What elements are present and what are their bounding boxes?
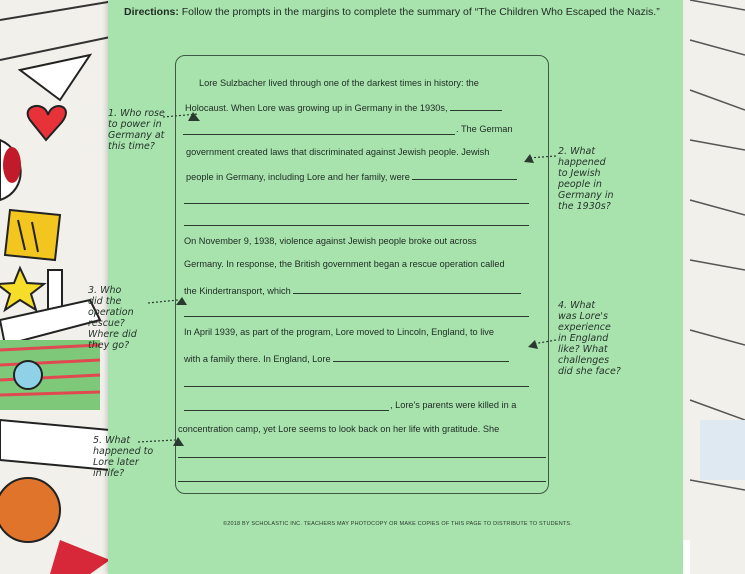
prompt-2: 2. What happened to Jewish people in Germany in the 1930s?	[558, 146, 614, 212]
summary-line-7: Germany. In response, the British government began a rescue operation called	[184, 259, 505, 269]
summary-line-12: concentration camp, yet Lore seems to look back on her life with gratitude. She	[178, 424, 500, 434]
summary-line-8-text: the Kindertransport, which	[184, 286, 291, 296]
arrowhead-3	[176, 297, 187, 305]
summary-line-9: In April 1939, as part of the program, Lore moved to Lincoln, England, to live	[184, 327, 495, 337]
prompt-5: 5. What happened to Lore later in life?	[93, 435, 154, 479]
prompt-3: 3. Who did the operation rescue? Where did they go?	[88, 285, 137, 351]
prompt-1: 1. Who rose to power in Germany at this time?	[108, 108, 165, 152]
arrowhead-5	[173, 437, 184, 446]
arrow-5	[138, 440, 175, 442]
arrow-2	[528, 156, 556, 158]
summary-line-2-text: Holocaust. When Lore was growing up in Germany in the 1930s,	[185, 103, 448, 113]
summary-line-3: . The German	[456, 124, 513, 134]
summary-line-5-text: people in Germany, including Lore and her family, were	[186, 172, 410, 182]
summary-line-1: Lore Sulzbacher lived through one of the darkest times in history: the	[199, 78, 479, 88]
arrow-4	[533, 340, 556, 344]
prompt-4: 4. What was Lore's experience in England like? What challenges did she face?	[558, 300, 621, 377]
arrowhead-1	[188, 112, 200, 121]
summary-line-10-text: with a family there. In England, Lore	[184, 354, 331, 364]
arrow-3	[148, 300, 178, 303]
directions-text: Follow the prompts in the margins to complete the summary of “The Children Who Escaped the Nazis.”	[181, 6, 660, 18]
copyright-notice: ©2018 BY SCHOLASTIC INC. TEACHERS MAY PHOTOCOPY OR MAKE COPIES OF THIS PAGE TO DISTRIBUTE TO STUDENTS.	[223, 521, 573, 527]
arrowhead-2	[524, 154, 534, 163]
summary-line-6: On November 9, 1938, violence against Jewish people broke out across	[184, 236, 477, 246]
arrowhead-4	[528, 340, 538, 349]
summary-line-4: government created laws that discriminated against Jewish people. Jewish	[186, 147, 490, 157]
summary-line-11: , Lore's parents were killed in a	[390, 400, 517, 410]
directions-label: Directions:	[124, 6, 179, 18]
